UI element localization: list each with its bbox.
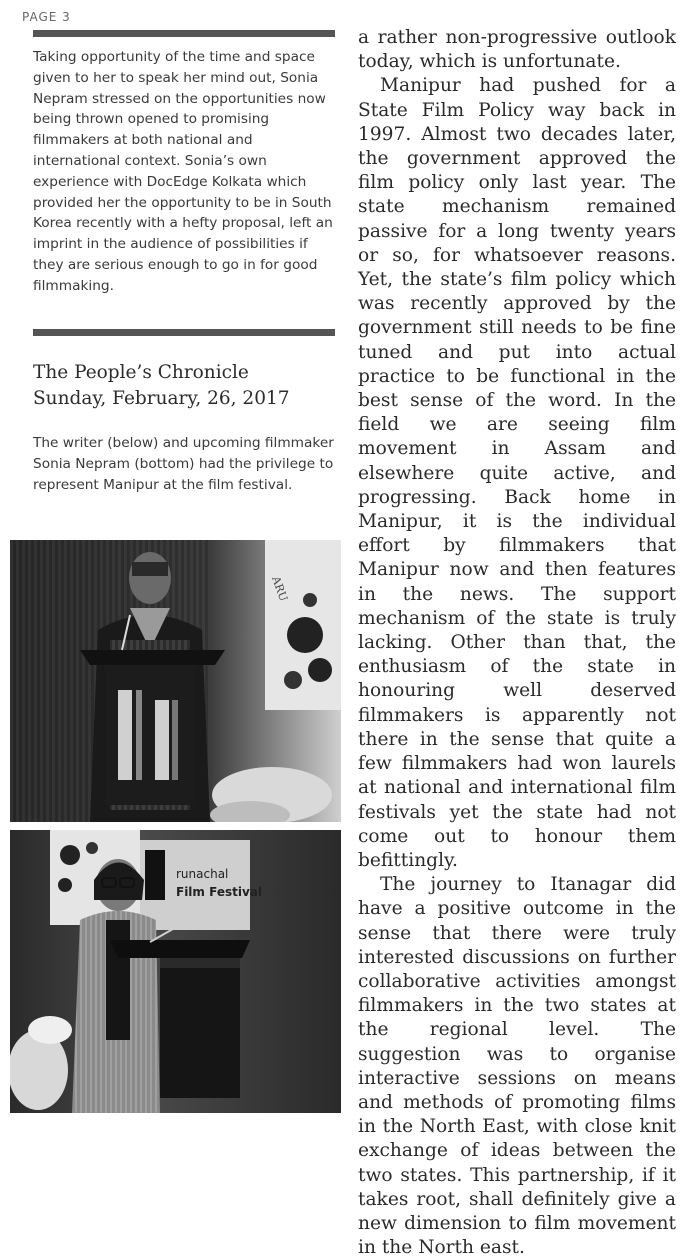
publication-date: Sunday, February, 26, 2017	[33, 388, 290, 409]
photo-writer-image	[10, 540, 341, 822]
photo-sonia-image	[10, 830, 341, 1113]
photo-caption: The writer (below) and upcoming filmmaker Sonia Nepram (bottom) had the privilege to represent Manipur at the film festival.	[33, 435, 334, 493]
intro-paragraph: Taking opportunity of the time and space given to her to speak her mind out, Sonia Nepram stressed on the opportunities now being thrown opened to promising filmmakers at both national and international context. Sonia’s own experience with DocEdge Kolkata which provided her the opportunity to be in South Korea recently with a hefty proposal, left an imprint in the audience of possibilities if they are serious enough to go in for good filmmaking.	[33, 49, 333, 294]
middle-divider	[33, 329, 335, 336]
article-paragraph: The journey to Itanagar did have a positive outcome in the sense that there were truly interested discussions on further collaborative activities amongst filmmakers in the two states at the regional level. The suggestion was to organise interactive sessions on means and methods of promoting films in the North East, with close knit exchange of ideas between the two states. This partnership, if it takes root, shall definitely give a new dimension to film movement in the North east.	[358, 874, 676, 1259]
publication-name: The People’s Chronicle	[33, 362, 249, 383]
backdrop-text: ARU	[269, 574, 291, 603]
banner-text-1: runachal	[176, 867, 229, 881]
photo-writer-at-podium	[10, 540, 341, 822]
article-right-column	[358, 26, 676, 1260]
publication-credit	[33, 360, 338, 412]
photo-sonia-at-podium	[10, 830, 341, 1113]
banner-text-2: Film Festival	[176, 885, 262, 899]
page-label: PAGE 3	[22, 10, 71, 24]
article-paragraph: Manipur had pushed for a State Film Policy way back in 1997. Almost two decades later, the government approved the film policy only last year. The state mechanism remained passive for a long twenty years or so, for whatsoever reasons. Yet, the state’s film policy which was recently approved by the government still needs to be fine tuned and put into actual practice to be functional in the best sense of the word. In the field we are seeing film movement in Assam and elsewhere quite active, and progressing. Back home in Manipur, it is the individual effort by filmmakers that Manipur now and then features in the news. The support mechanism of the state is truly lacking. Other than that, the enthusiasm of the state in honouring well deserved filmmakers is apparently not there in the sense that quite a few filmmakers had won laurels at national and international film festivals yet the state had not come out to honour them befittingly.	[358, 75, 676, 871]
top-divider	[33, 30, 335, 37]
article-paragraph: a rather non-progressive outlook today, which is unfortunate.	[358, 27, 676, 73]
